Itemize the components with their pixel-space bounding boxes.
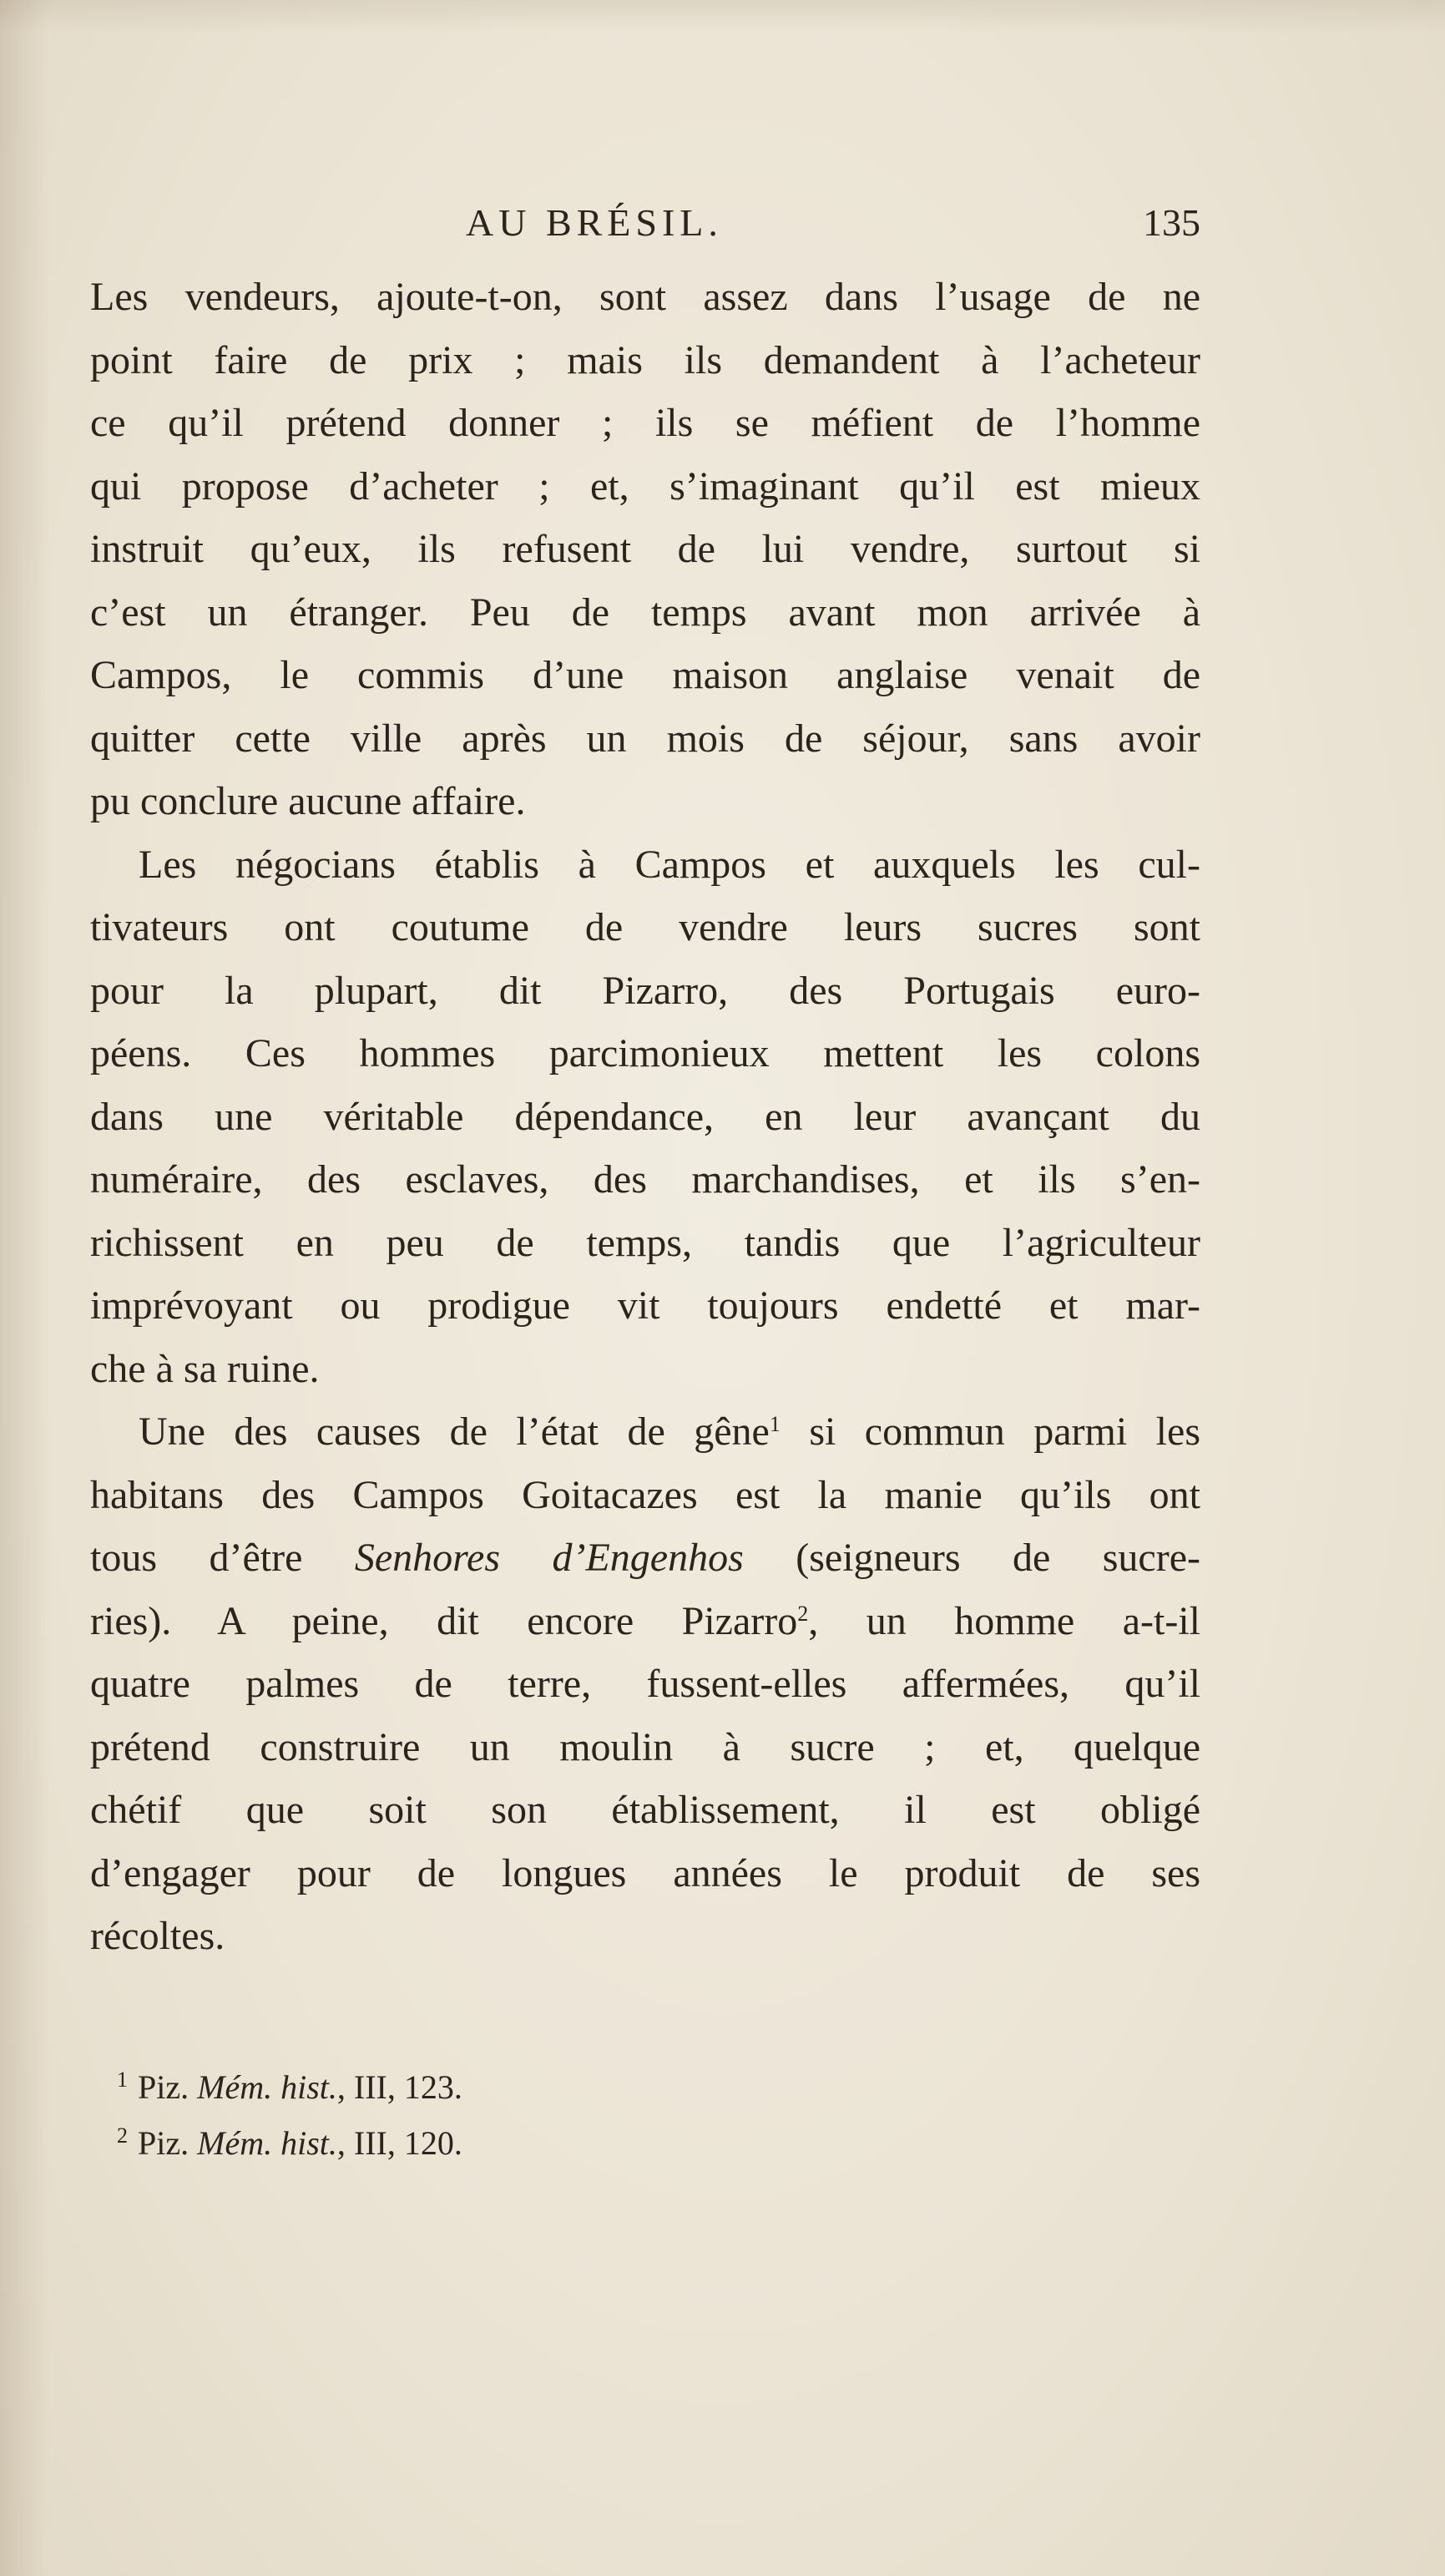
footnote-text: Piz. xyxy=(138,2124,198,2162)
text-line xyxy=(90,1590,1200,1653)
italic-title: Senhores d’Engenhos xyxy=(354,1536,744,1580)
text-line: récoltes. xyxy=(90,1914,225,1958)
text-line: péens. Ces hommes parcimonieux mettent les colons xyxy=(90,1031,1200,1075)
text-line: dans une véritable dépendance, en leur avançant du xyxy=(90,1094,1200,1139)
text-line: d’engager pour de longues années le produit de ses xyxy=(90,1850,1200,1895)
page-header xyxy=(90,200,1200,259)
text-line: Les négocians établis à Campos et auxquels les cul- xyxy=(139,842,1200,887)
text-line: richissent en peu de temps, tandis que l’agriculteur xyxy=(90,1220,1200,1265)
text-line: tivateurs ont coutume de vendre leurs sucres sont xyxy=(90,905,1200,949)
text-line: pour la plupart, dit Pizarro, des Portugais euro- xyxy=(90,968,1200,1013)
text-line: che à sa ruine. xyxy=(90,1346,320,1391)
text-segment: , un homme a-t-il xyxy=(808,1598,1201,1643)
running-head: AU BRÉSIL. xyxy=(466,201,723,244)
text-line: point faire de prix ; mais ils demandent à l’acheteur xyxy=(90,337,1200,382)
text-line xyxy=(90,1400,1200,1464)
footnote-1 xyxy=(117,2056,785,2112)
footnotes xyxy=(117,2056,785,2168)
footnote-mark: 1 xyxy=(117,2067,128,2092)
top-edge-shadow xyxy=(0,0,1445,33)
footnote-ref: 1 xyxy=(769,1412,781,1436)
binding-shadow xyxy=(0,0,50,2576)
text-line: ce qu’il prétend donner ; ils se méfient de l’homme xyxy=(90,401,1200,445)
paragraph-1 xyxy=(90,266,1200,833)
text-line: prétend construire un moulin à sucre ; et, quelque xyxy=(90,1724,1200,1769)
footnote-2 xyxy=(117,2112,785,2168)
page-number: 135 xyxy=(1143,201,1200,244)
text-line: quitter cette ville après un mois de séjour, sans avoir xyxy=(90,716,1200,761)
text-line: c’est un étranger. Peu de temps avant mon arrivée à xyxy=(90,590,1200,635)
paragraph-2 xyxy=(90,833,1200,1401)
footnote-title: Mém. hist. xyxy=(197,2124,337,2162)
text-line xyxy=(90,1526,1200,1590)
text-line: numéraire, des esclaves, des marchandises, et ils s’en- xyxy=(90,1157,1200,1202)
text-line: habitans des Campos Goitacazes est la manie qu’ils ont xyxy=(90,1472,1200,1517)
text-segment: tous d’être xyxy=(90,1536,355,1580)
text-line: Les vendeurs, ajoute-t-on, sont assez dans l’usage de ne xyxy=(90,275,1200,319)
footnote-title: Mém. hist. xyxy=(197,2068,337,2106)
body-text xyxy=(90,266,1200,1968)
footnote-ref: 2 xyxy=(797,1601,809,1626)
footnote-text: Piz. xyxy=(138,2068,198,2106)
text-line: chétif que soit son établissement, il est obligé xyxy=(90,1788,1200,1832)
text-segment: (seigneurs de sucre- xyxy=(743,1536,1200,1580)
text-line: Campos, le commis d’une maison anglaise venait de xyxy=(90,653,1200,697)
footnote-mark: 2 xyxy=(117,2123,128,2148)
text-line: qui propose d’acheter ; et, s’imaginant qu’il est mieux xyxy=(90,463,1200,509)
text-line: instruit qu’eux, ils refusent de lui vendre, surtout si xyxy=(90,527,1200,571)
text-segment: si commun parmi les xyxy=(780,1409,1201,1454)
text-line: pu conclure aucune affaire. xyxy=(90,779,526,823)
footnote-text: , III, 123. xyxy=(336,2068,462,2106)
paragraph-3 xyxy=(90,1400,1200,1968)
text-line: quatre palmes de terre, fussent-elles affermées, qu’il xyxy=(90,1662,1200,1706)
footnote-text: , III, 120. xyxy=(336,2124,462,2162)
text-segment: Une des causes de l’état de gêne xyxy=(139,1409,770,1454)
text-segment: ries). A peine, dit encore Pizarro xyxy=(90,1598,798,1643)
text-line: imprévoyant ou prodigue vit toujours endetté et mar- xyxy=(90,1283,1200,1328)
